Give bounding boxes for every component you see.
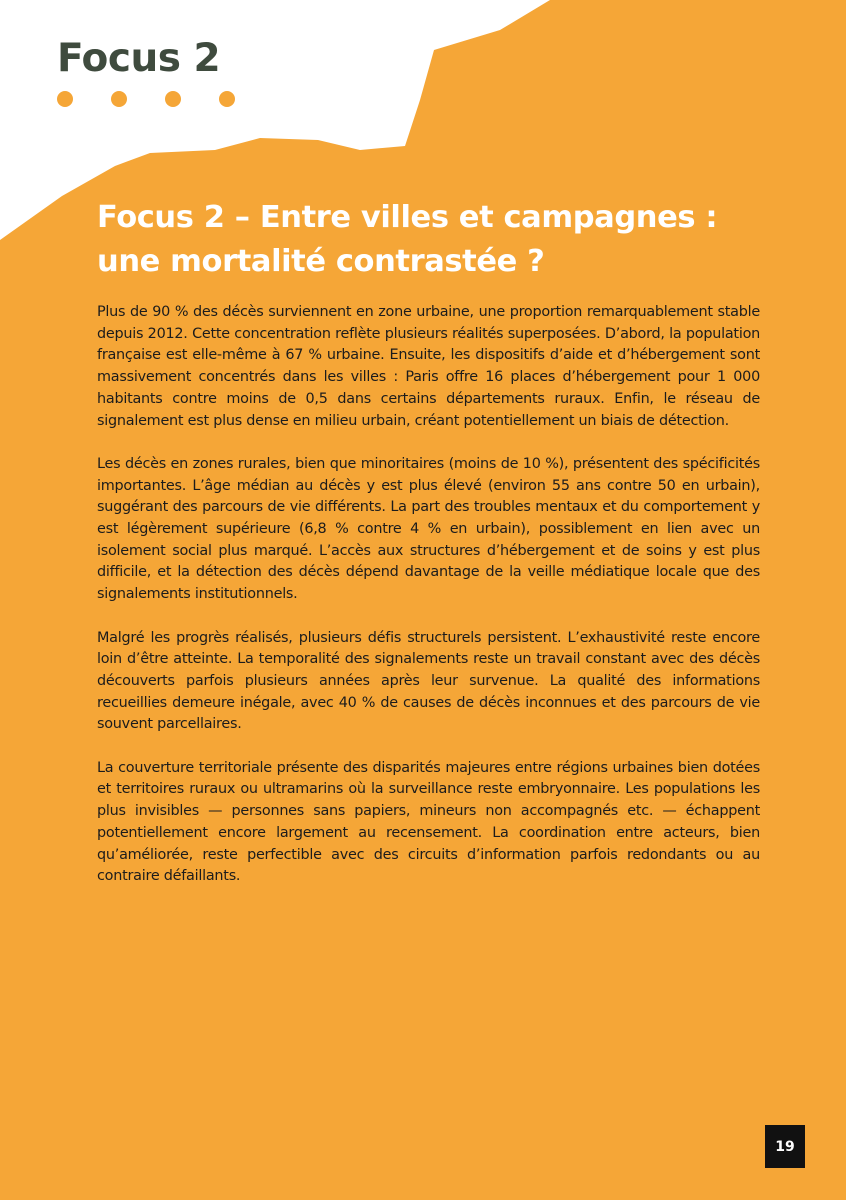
body-text xyxy=(97,302,760,910)
page-title-line-1: Focus 2 – Entre villes et campagnes : xyxy=(97,200,718,235)
dot-icon xyxy=(219,91,235,107)
paragraph: La couverture territoriale présente des disparités majeures entre régions urbaines bien dotées et territoires ruraux ou ultramarins où la surveillance reste embryonnaire. Les populations les plus invisibles — personnes sans papiers, mineurs non accompagnés etc. — échappent potentiellement encore largement au recensement. La coordination entre acteurs, bien qu’améliorée, reste perfectible avec des circuits d’information parfois redondants ou au contraire défaillants. xyxy=(97,759,760,885)
page-title xyxy=(97,196,777,284)
dot-icon xyxy=(57,91,73,107)
header-label: Focus 2 xyxy=(57,36,221,81)
paragraph: Plus de 90 % des décès surviennent en zone urbaine, une proportion remarquablement stable depuis 2012. Cette concentration reflète plusieurs réalités superposées. D’abord, la population française est elle-même à 67 % urbaine. Ensuite, les dispositifs d’aide et d’hébergement sont massivement concentrés dans les villes : Paris offre 16 places d’hébergement pour 1 000 habitants contre moins de 0,5 dans certains départements ruraux. Enfin, le réseau de signalement est plus dense en milieu urbain, créant potentiellement un biais de détection. xyxy=(97,304,760,429)
paragraph: Malgré les progrès réalisés, plusieurs défis structurels persistent. L’exhaustivité reste encore loin d’être atteinte. La temporalité des signalements reste un travail constant avec des décès découverts parfois plusieurs années après leur survenue. La qualité des informations recueillies demeure inégale, avec 40 % de causes de décès inconnues et des parcours de vie souvent parcellaires. xyxy=(97,629,760,733)
dot-icon xyxy=(111,91,127,107)
paragraph: Les décès en zones rurales, bien que minoritaires (moins de 10 %), présentent des spécificités importantes. L’âge médian au décès y est plus élevé (environ 55 ans contre 50 en urbain), suggérant des parcours de vie différents. La part des troubles mentaux et du comportement y est légèrement supérieure (6,8 % contre 4 % en urbain), possiblement en lien avec un isolement social plus marqué. L’accès aux structures d’hébergement et de soins y est plus difficile, et la détection des décès dépend davantage de la veille médiatique locale que des signalements institutionnels. xyxy=(97,455,760,603)
page-title-line-2: une mortalité contrastée ? xyxy=(97,244,545,279)
dot-icon xyxy=(165,91,181,107)
page-number: 19 xyxy=(765,1125,805,1168)
